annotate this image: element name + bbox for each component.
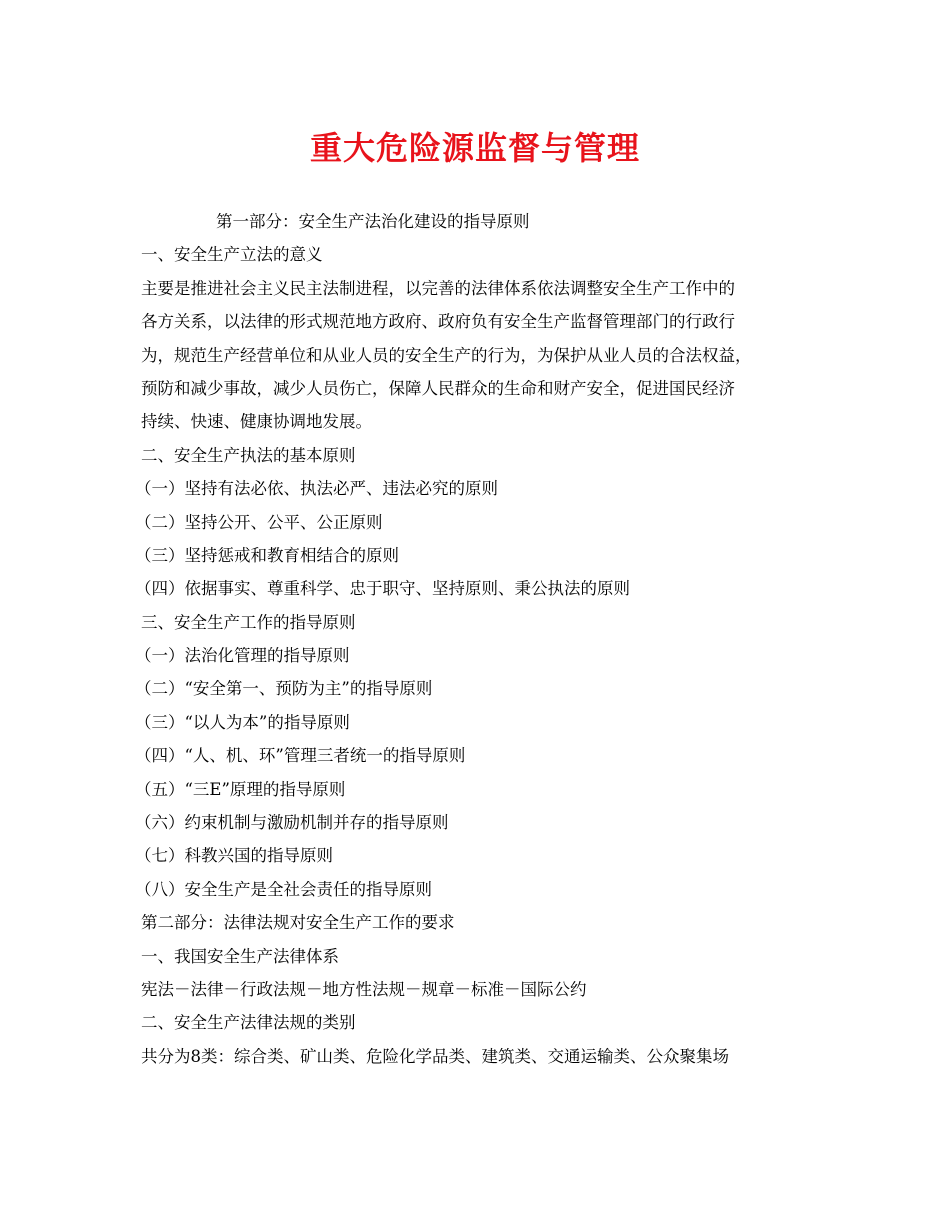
- list-item: （二）坚持公开、公平、公正原则: [135, 512, 383, 532]
- paragraph-line: 预防和减少事故，减少人员伤亡，保障人民群众的生命和财产安全，促进国民经济: [141, 378, 735, 398]
- list-item: （一）坚持有法必依、执法必严、违法必究的原则: [135, 479, 498, 499]
- list-item: （三）“以人为本”的指导原则: [135, 712, 350, 732]
- section-heading: 二、安全生产法律法规的类别: [141, 1013, 356, 1033]
- list-item: （四）依据事实、尊重科学、忠于职守、坚持原则、秉公执法的原则: [135, 579, 630, 599]
- section-heading: 二、安全生产执法的基本原则: [141, 445, 356, 465]
- paragraph-line: 为，规范生产经营单位和从业人员的安全生产的行为，为保护从业人员的合法权益，: [141, 345, 752, 365]
- list-item: （六）约束机制与激励机制并存的指导原则: [135, 813, 449, 833]
- section-heading: 三、安全生产工作的指导原则: [141, 612, 356, 632]
- list-item: （八）安全生产是全社会责任的指导原则: [135, 879, 432, 899]
- paragraph-line: 宪法－法律－行政法规－地方性法规－规章－标准－国际公约: [141, 979, 587, 999]
- list-item: （二）“安全第一、预防为主”的指导原则: [135, 679, 433, 699]
- document-title: 重大危险源监督与管理: [309, 129, 640, 167]
- section-heading: 一、安全生产立法的意义: [141, 245, 323, 265]
- paragraph-line: 共分为8类：综合类、矿山类、危险化学品类、建筑类、交通运输类、公众聚集场: [141, 1046, 729, 1066]
- document-body: [135, 205, 841, 1073]
- paragraph-line: 主要是推进社会主义民主法制进程，以完善的法律体系依法调整安全生产工作中的: [141, 278, 735, 298]
- list-item: （三）坚持惩戒和教育相结合的原则: [135, 545, 399, 565]
- paragraph-line: 持续、快速、健康协调地发展。: [141, 412, 372, 432]
- list-item: （五）“三E”原理的指导原则: [135, 779, 346, 799]
- list-item: （一）法治化管理的指导原则: [135, 646, 350, 666]
- part-heading: 第一部分：安全生产法治化建设的指导原则: [216, 212, 530, 231]
- section-heading: 一、我国安全生产法律体系: [141, 946, 339, 966]
- part-heading: 第二部分：法律法规对安全生产工作的要求: [141, 913, 455, 933]
- list-item: （四）“人、机、环”管理三者统一的指导原则: [135, 746, 466, 766]
- list-item: （七）科教兴国的指导原则: [135, 846, 333, 866]
- paragraph-line: 各方关系，以法律的形式规范地方政府、政府负有安全生产监督管理部门的行政行: [141, 312, 735, 332]
